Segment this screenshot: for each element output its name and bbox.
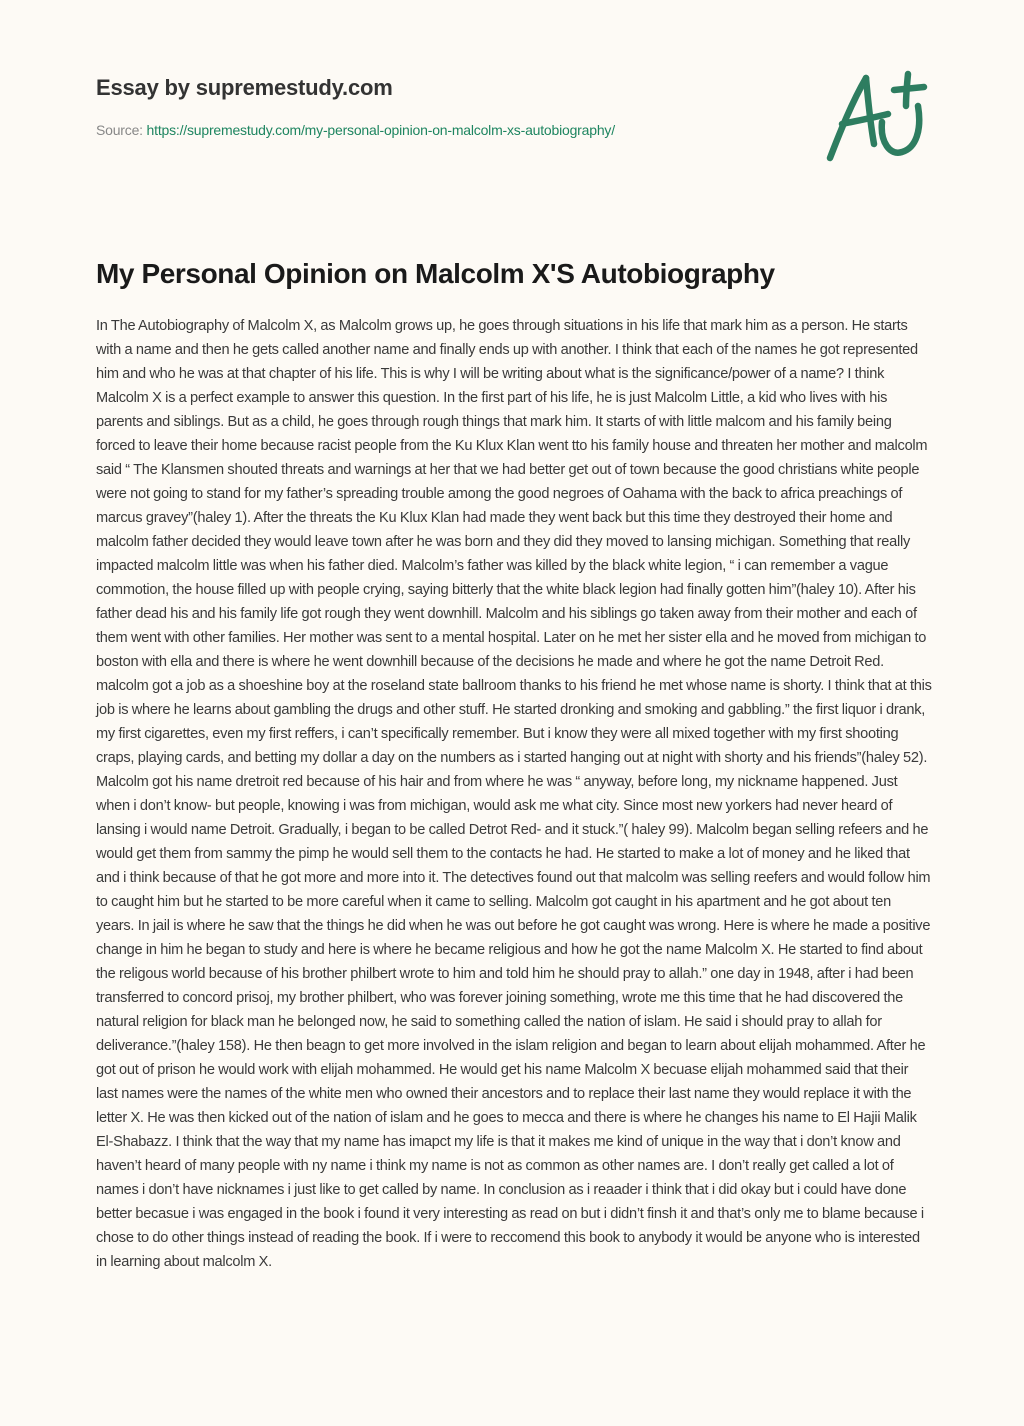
source-link[interactable]: https://supremestudy.com/my-personal-opinion-on-malcolm-xs-autobiography/ <box>146 122 615 138</box>
site-title: Essay by supremestudy.com <box>96 75 393 100</box>
essay-title: My Personal Opinion on Malcolm X'S Autobiography <box>96 258 775 289</box>
source-label: Source: <box>96 122 147 138</box>
page-header <box>96 74 816 139</box>
source-line <box>96 121 816 139</box>
essay-body: In The Autobiography of Malcolm X, as Malcolm grows up, he goes through situations in his life that mark him as a person. He starts with a name and then he gets called another name and finally ends up with another. I think that each of the names he got represented him and who he was at that chapter of his life. This is why I will be writing about what is the significance/power of a name? I think Malcolm X is a perfect example to answer this question. In the first part of his life, he is just Malcolm Little, a kid who lives with his parents and siblings. But as a child, he goes through rough things that mark him. It starts of with little malcom and his family being forced to leave their home because racist people from the Ku Klux Klan went tto his family house and threaten her mother and malcolm said “ The Klansmen shouted threats and warnings at her that we had better get out of town because the good christians white people were not going to stand for my father’s spreading trouble among the good negroes of Oahama with the back to africa preachings of marcus gravey”(haley 1). After the threats the Ku Klux Klan had made they went back but this time they destroyed their home and malcolm father decided they would leave town after he was born and they did they moved to lansing michigan. Something that really impacted malcolm little was when his father died. Malcolm’s father was killed by the black white legion, “ i can remember a vague commotion, the house filled up with people crying, saying bitterly that the white black legion had finally gotten him”(haley 10). After his father dead his and his family life got rough they went downhill. Malcolm and his siblings go taken away from their mother and each of them went with other families. Her mother was sent to a mental hospital. Later on he met her sister ella and he moved from michigan to boston with ella and there is where he went downhill because of the decisions he made and where he got the name Detroit Red. malcolm got a job as a shoeshine boy at the roseland state ballroom thanks to his friend he met whose name is shorty. I think that at this job is where he learns about gambling the drugs and other stuff. He started dronking and smoking and gabbling.” the first liquor i drank, my first cigarettes, even my first reffers, i can’t specifically remember. But i know they were all mixed together with my first shooting craps, playing cards, and betting my dollar a day on the numbers as i started hanging out at night with shorty and his friends”(haley 52). Malcolm got his name dretroit red because of his hair and from where he was “ anyway, before long, my nickname happened. Just when i don’t know- but people, knowing i was from michigan, would ask me what city. Since most new yorkers had never heard of lansing i would name Detroit. Gradually, i began to be called Detrot Red- and it stuck.”( haley 99). Malcolm began selling refeers and he would get them from sammy the pimp he would sell them to the contacts he had. He started to make a lot of money and he liked that and i think because of that he got more and more into it. The detectives found out that malcolm was selling reefers and would follow him to caught him but he started to be more careful when it came to selling. Malcolm got caught in his apartment and he got about ten years. In jail is where he saw that the things he did when he was out before he got caught was wrong. Here is where he made a positive change in him he began to study and here is where he became religious and how he got the name Malcolm X. He started to find about the religous world because of his brother philbert wrote to him and told him he should pray to allah.” one day in 1948, after i had been transferred to concord prisoj, my brother philbert, who was forever joining something, wrote me this time that he had discovered the natural religion for black man he belonged now, he said to something called the nation of islam. He said i should pray to allah for deliverance.”(haley 158). He then beagn to get more involved in the islam religion and began to learn about elijah mohammed. After he got out of prison he would work with elijah mohammed. He would get his name Malcolm X becuase elijah mohammed said that their last names were the names of the white men who owned their ancestors and to replace their last name they would replace it with the letter X. He was then kicked out of the nation of islam and he goes to mecca and there is where he changes his name to El Hajii Malik El-Shabazz. I think that the way that my name has imapct my life is that it makes me kind of unique in the way that i don’t know and haven’t heard of many people with ny name i think my name is not as common as other names are. I don’t really get called a lot of names i don’t have nicknames i just like to get called by name. In conclusion as i reaader i think that i did okay but i could have done better becasue i was engaged in the book i found it very interesting as read on but i didn’t finsh it and that’s only me to blame because i chose to do other things instead of reading the book. If i were to reccomend this book to anybody it would be anyone who is interested in learning about malcolm X. <box>96 318 932 1270</box>
a-plus-grade-icon <box>822 66 932 166</box>
